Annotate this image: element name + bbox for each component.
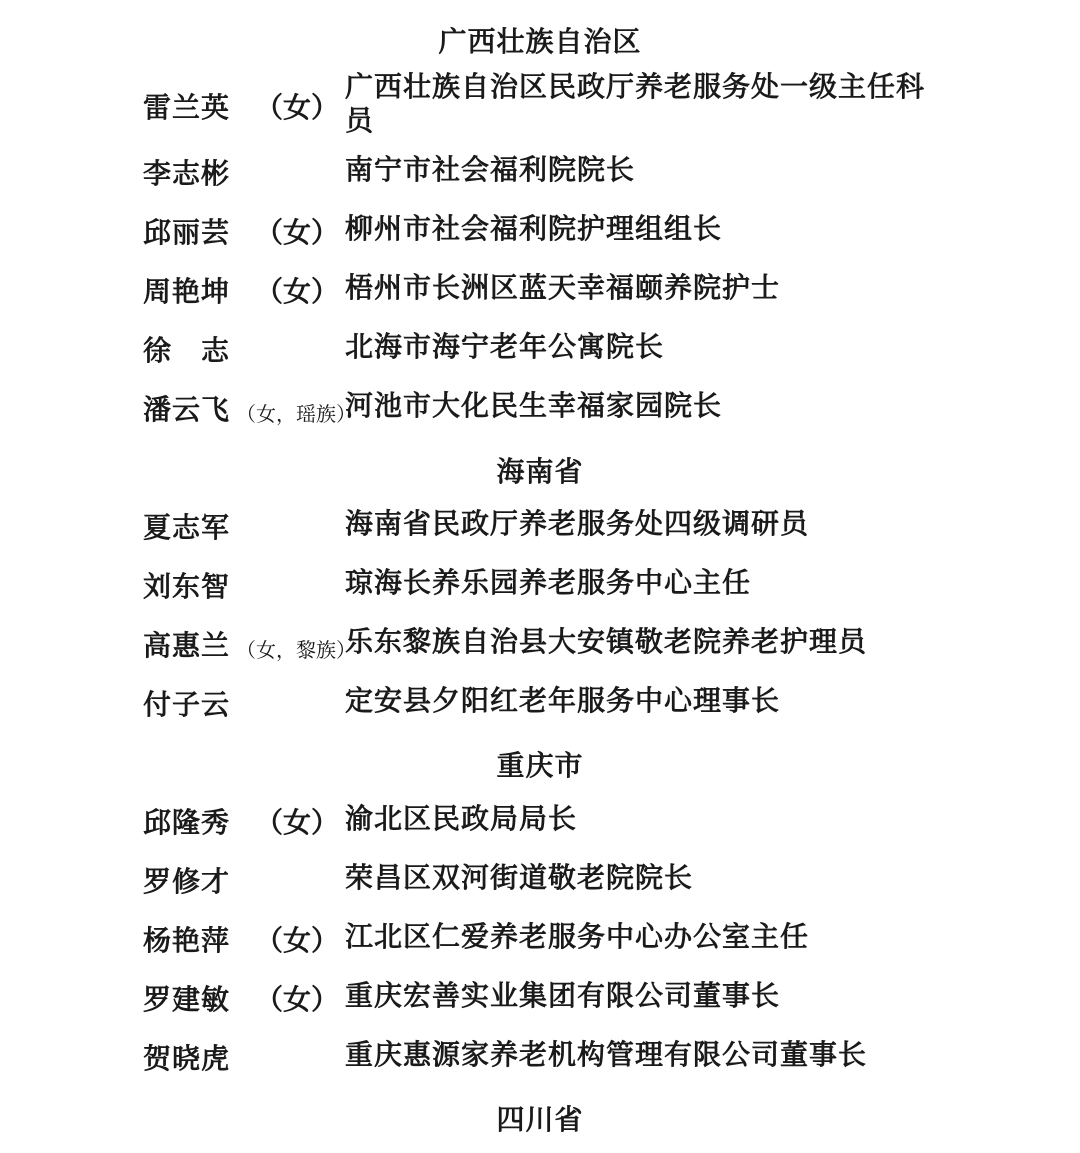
section-heading-chongqing: 重庆市: [496, 749, 584, 782]
list-item: [0, 389, 1080, 452]
person-name: 周艳坤: [143, 275, 231, 308]
list-item: [0, 153, 1080, 216]
list-item: [0, 507, 1080, 570]
list-item: [0, 861, 1080, 924]
person-name: 高惠兰: [143, 629, 231, 662]
person-title: 定安县夕阳红老年服务中心理事长: [345, 684, 781, 717]
person-title: 乐东黎族自治县大安镇敬老院养老护理员: [345, 625, 868, 658]
person-note: （女）: [255, 806, 340, 839]
person-name: 雷兰英: [143, 91, 231, 124]
person-name: 李志彬: [143, 157, 231, 190]
person-note: （女）: [255, 924, 340, 957]
person-name: 付子云: [143, 688, 231, 721]
person-name: 潘云飞: [143, 393, 231, 426]
person-title: 河池市大化民生幸福家园院长: [345, 389, 723, 422]
person-name: 夏志军: [143, 511, 231, 544]
person-note: （女）: [255, 216, 340, 249]
person-name: 邱隆秀: [143, 806, 231, 839]
person-title: 海南省民政厅养老服务处四级调研员: [345, 507, 810, 540]
list-item: [0, 920, 1080, 983]
list-item: [0, 979, 1080, 1042]
section-heading-hainan: 海南省: [496, 455, 584, 488]
list-item: [0, 802, 1080, 865]
person-title: 江北区仁爱养老服务中心办公室主任: [345, 920, 810, 953]
person-title: 琼海长养乐园养老服务中心主任: [345, 566, 752, 599]
person-title: 南宁市社会福利院院长: [345, 153, 636, 186]
list-item: [0, 1038, 1080, 1101]
list-item: [0, 566, 1080, 629]
person-title: 重庆宏善实业集团有限公司董事长: [345, 979, 781, 1012]
section-heading-guangxi: 广西壮族自治区: [438, 25, 642, 58]
list-item: [0, 684, 1080, 747]
person-note: （女）: [255, 91, 340, 124]
list-item: [0, 330, 1080, 393]
person-note: （女，黎族）: [236, 638, 356, 662]
person-title: 梧州市长洲区蓝天幸福颐养院护士: [345, 271, 781, 304]
list-item: [0, 625, 1080, 688]
list-item: [0, 212, 1080, 275]
person-title: 荣昌区双河街道敬老院院长: [345, 861, 694, 894]
list-item: [0, 271, 1080, 334]
person-name: 罗建敏: [143, 983, 231, 1016]
person-name: 贺晓虎: [143, 1042, 231, 1075]
person-name: 杨艳萍: [143, 924, 231, 957]
person-note: （女）: [255, 983, 340, 1016]
person-note: （女）: [255, 275, 340, 308]
person-title: 重庆惠源家养老机构管理有限公司董事长: [345, 1038, 868, 1071]
person-name: 徐 志: [143, 334, 231, 367]
person-title: 北海市海宁老年公寓院长: [345, 330, 665, 363]
person-name: 邱丽芸: [143, 216, 231, 249]
person-title: 广西壮族自治区民政厅养老服务处一级主任科员: [345, 70, 926, 137]
person-title: 柳州市社会福利院护理组组长: [345, 212, 723, 245]
person-note: （女，瑶族）: [236, 402, 356, 426]
person-name: 罗修才: [143, 865, 231, 898]
person-title: 渝北区民政局局长: [345, 802, 578, 835]
person-name: 刘东智: [143, 570, 231, 603]
section-heading-sichuan: 四川省: [496, 1103, 584, 1136]
list-item: [0, 70, 1080, 137]
